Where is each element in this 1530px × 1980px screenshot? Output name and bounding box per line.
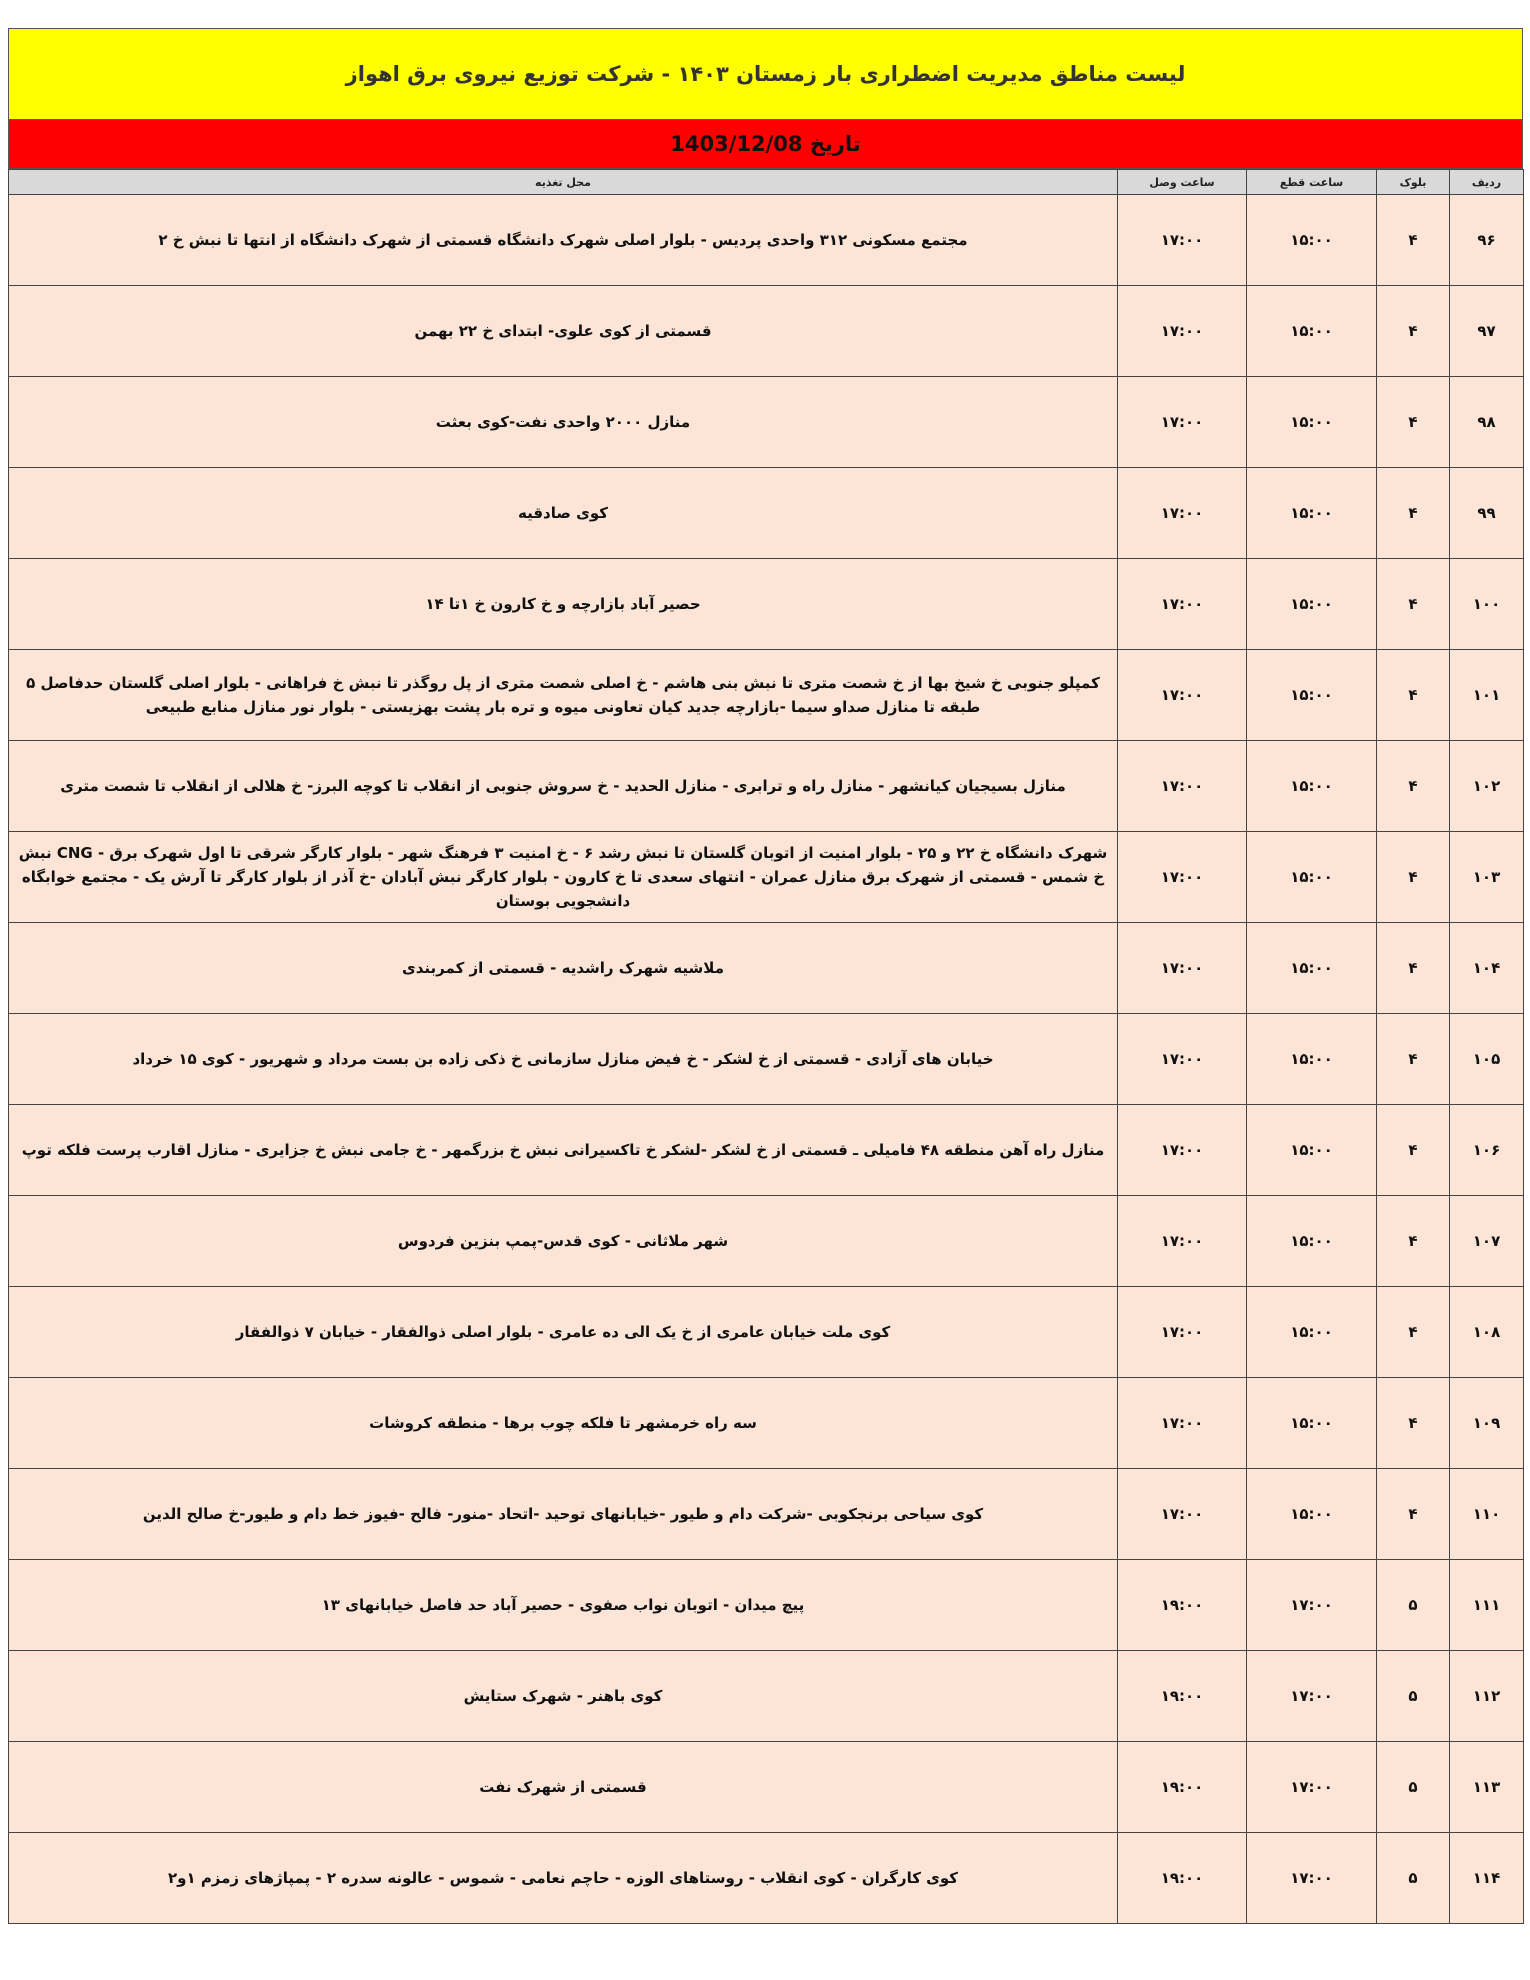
connect-time-cell: ۱۷:۰۰ [1118, 1196, 1247, 1287]
location-cell: قسمتی از شهرک نفت [9, 1742, 1118, 1833]
block-cell: ۴ [1377, 832, 1450, 923]
location-cell: کوی سیاحی برنجکوبی -شرکت دام و طیور -خیابانهای توحید -اتحاد -منور- فالح -فیوز خط دام و طیور-خ صالح الدین [9, 1469, 1118, 1560]
block-cell: ۵ [1377, 1560, 1450, 1651]
connect-time-cell: ۱۷:۰۰ [1118, 286, 1247, 377]
table-row [9, 1287, 1524, 1378]
cut-time-cell: ۱۵:۰۰ [1247, 650, 1377, 741]
block-cell: ۵ [1377, 1651, 1450, 1742]
location-cell: سه راه خرمشهر تا فلکه چوب برها - منطقه کروشات [9, 1378, 1118, 1469]
table-row [9, 741, 1524, 832]
block-cell: ۴ [1377, 1378, 1450, 1469]
row-number-cell: ۱۰۷ [1450, 1196, 1524, 1287]
block-cell: ۴ [1377, 559, 1450, 650]
row-number-cell: ۱۱۰ [1450, 1469, 1524, 1560]
connect-time-cell: ۱۷:۰۰ [1118, 650, 1247, 741]
connect-time-cell: ۱۷:۰۰ [1118, 559, 1247, 650]
location-cell: منازل بسیجیان کیانشهر - منازل راه و ترابری - منازل الحدید - خ سروش جنوبی از انقلاب تا کوچه البرز- خ هلالی از انقلاب تا شصت متری [9, 741, 1118, 832]
sheet-date: تاریخ 1403/12/08 [8, 120, 1523, 169]
connect-time-cell: ۱۷:۰۰ [1118, 1469, 1247, 1560]
block-cell: ۴ [1377, 195, 1450, 286]
cut-time-cell: ۱۵:۰۰ [1247, 1469, 1377, 1560]
row-number-cell: ۱۰۸ [1450, 1287, 1524, 1378]
table-row [9, 832, 1524, 923]
block-cell: ۴ [1377, 1196, 1450, 1287]
cut-time-cell: ۱۵:۰۰ [1247, 1196, 1377, 1287]
cut-time-cell: ۱۵:۰۰ [1247, 1287, 1377, 1378]
location-cell: کوی کارگران - کوی انقلاب - روستاهای الوزه - حاچم نعامی - شموس - عالونه سدره ۲ - پمپاژهای زمزم ۱و۲ [9, 1833, 1118, 1924]
table-row [9, 1742, 1524, 1833]
location-cell: کوی صادقیه [9, 468, 1118, 559]
block-cell: ۴ [1377, 1469, 1450, 1560]
block-cell: ۴ [1377, 1287, 1450, 1378]
row-number-cell: ۱۱۳ [1450, 1742, 1524, 1833]
row-number-cell: ۱۰۵ [1450, 1014, 1524, 1105]
row-number-cell: ۱۱۱ [1450, 1560, 1524, 1651]
block-cell: ۴ [1377, 468, 1450, 559]
connect-time-cell: ۱۷:۰۰ [1118, 1014, 1247, 1105]
cut-time-cell: ۱۷:۰۰ [1247, 1833, 1377, 1924]
table-row [9, 1651, 1524, 1742]
block-cell: ۴ [1377, 741, 1450, 832]
cut-time-cell: ۱۷:۰۰ [1247, 1651, 1377, 1742]
column-header-cut-time: ساعت قطع [1247, 170, 1377, 195]
table-row [9, 1560, 1524, 1651]
row-number-cell: ۱۰۰ [1450, 559, 1524, 650]
cut-time-cell: ۱۵:۰۰ [1247, 1105, 1377, 1196]
connect-time-cell: ۱۷:۰۰ [1118, 832, 1247, 923]
location-cell: قسمتی از کوی علوی- ابتدای خ ۲۲ بهمن [9, 286, 1118, 377]
row-number-cell: ۱۰۹ [1450, 1378, 1524, 1469]
block-cell: ۴ [1377, 650, 1450, 741]
cut-time-cell: ۱۷:۰۰ [1247, 1742, 1377, 1833]
location-cell: خیابان های آزادی - قسمتی از خ لشکر - خ فیض منازل سازمانی خ ذکی زاده بن بست مرداد و شهریور - کوی ۱۵ خرداد [9, 1014, 1118, 1105]
cut-time-cell: ۱۵:۰۰ [1247, 741, 1377, 832]
column-header-connect-time: ساعت وصل [1118, 170, 1247, 195]
connect-time-cell: ۱۷:۰۰ [1118, 1105, 1247, 1196]
block-cell: ۴ [1377, 377, 1450, 468]
cut-time-cell: ۱۵:۰۰ [1247, 923, 1377, 1014]
block-cell: ۴ [1377, 286, 1450, 377]
column-header-row-number: ردیف [1450, 170, 1524, 195]
row-number-cell: ۱۰۶ [1450, 1105, 1524, 1196]
connect-time-cell: ۱۷:۰۰ [1118, 468, 1247, 559]
table-row [9, 1378, 1524, 1469]
connect-time-cell: ۱۹:۰۰ [1118, 1651, 1247, 1742]
connect-time-cell: ۱۷:۰۰ [1118, 195, 1247, 286]
cut-time-cell: ۱۷:۰۰ [1247, 1560, 1377, 1651]
row-number-cell: ۹۶ [1450, 195, 1524, 286]
connect-time-cell: ۱۹:۰۰ [1118, 1742, 1247, 1833]
row-number-cell: ۱۰۴ [1450, 923, 1524, 1014]
block-cell: ۴ [1377, 1105, 1450, 1196]
location-cell: حصیر آباد بازارچه و خ کارون خ ۱تا ۱۴ [9, 559, 1118, 650]
cut-time-cell: ۱۵:۰۰ [1247, 468, 1377, 559]
connect-time-cell: ۱۹:۰۰ [1118, 1560, 1247, 1651]
table-row [9, 1833, 1524, 1924]
connect-time-cell: ۱۷:۰۰ [1118, 377, 1247, 468]
row-number-cell: ۹۸ [1450, 377, 1524, 468]
column-header-block: بلوک [1377, 170, 1450, 195]
row-number-cell: ۱۱۲ [1450, 1651, 1524, 1742]
outage-table [8, 169, 1524, 1924]
row-number-cell: ۱۰۱ [1450, 650, 1524, 741]
cut-time-cell: ۱۵:۰۰ [1247, 286, 1377, 377]
block-cell: ۵ [1377, 1742, 1450, 1833]
table-row [9, 377, 1524, 468]
cut-time-cell: ۱۵:۰۰ [1247, 1014, 1377, 1105]
power-outage-sheet [8, 28, 1523, 1924]
connect-time-cell: ۱۷:۰۰ [1118, 1378, 1247, 1469]
row-number-cell: ۱۰۳ [1450, 832, 1524, 923]
table-row [9, 468, 1524, 559]
location-cell: مجتمع مسکونی ۳۱۲ واحدی پردیس - بلوار اصلی شهرک دانشگاه قسمتی از شهرک دانشگاه از انتها تا نبش خ ۲ [9, 195, 1118, 286]
connect-time-cell: ۱۹:۰۰ [1118, 1833, 1247, 1924]
block-cell: ۵ [1377, 1833, 1450, 1924]
table-row [9, 286, 1524, 377]
table-row [9, 1469, 1524, 1560]
location-cell: پیچ میدان - اتوبان نواب صفوی - حصیر آباد حد فاصل خیابانهای ۱۳ [9, 1560, 1118, 1651]
connect-time-cell: ۱۷:۰۰ [1118, 923, 1247, 1014]
location-cell: کوی ملت خیابان عامری از خ یک الی ده عامری - بلوار اصلی ذوالفقار - خیابان ۷ ذوالفقار [9, 1287, 1118, 1378]
row-number-cell: ۱۱۴ [1450, 1833, 1524, 1924]
table-row [9, 195, 1524, 286]
location-cell: کمپلو جنوبی خ شیخ بها از خ شصت متری تا نبش بنی هاشم - خ اصلی شصت متری از پل روگذر تا نبش خ فراهانی - بلوار اصلی گلستان حدفاصل ۵ طبقه تا منازل صداو سیما -بازارچه جدید کیان تعاونی میوه و تره بار پشت بهزیستی - بلوار نور منازل منابع طبیعی [9, 650, 1118, 741]
table-row [9, 1105, 1524, 1196]
cut-time-cell: ۱۵:۰۰ [1247, 1378, 1377, 1469]
table-row [9, 1196, 1524, 1287]
cut-time-cell: ۱۵:۰۰ [1247, 377, 1377, 468]
column-header-location: محل تغذیه [9, 170, 1118, 195]
sheet-title: لیست مناطق مدیریت اضطراری بار زمستان ۱۴۰۳ - شرکت توزیع نیروی برق اهواز [8, 28, 1523, 120]
location-cell: شهر ملاثانی - کوی قدس-پمپ بنزین فردوس [9, 1196, 1118, 1287]
table-row [9, 1014, 1524, 1105]
cut-time-cell: ۱۵:۰۰ [1247, 195, 1377, 286]
table-row [9, 650, 1524, 741]
location-cell: منازل ۲۰۰۰ واحدی نفت-کوی بعثت [9, 377, 1118, 468]
table-row [9, 559, 1524, 650]
connect-time-cell: ۱۷:۰۰ [1118, 741, 1247, 832]
cut-time-cell: ۱۵:۰۰ [1247, 559, 1377, 650]
table-header-row [9, 170, 1524, 195]
row-number-cell: ۹۷ [1450, 286, 1524, 377]
row-number-cell: ۹۹ [1450, 468, 1524, 559]
location-cell: ملاشیه شهرک راشدیه - قسمتی از کمربندی [9, 923, 1118, 1014]
location-cell: کوی باهنر - شهرک ستایش [9, 1651, 1118, 1742]
row-number-cell: ۱۰۲ [1450, 741, 1524, 832]
table-row [9, 923, 1524, 1014]
block-cell: ۴ [1377, 923, 1450, 1014]
location-cell: منازل راه آهن منطقه ۴۸ فامیلی ـ قسمتی از خ لشکر -لشکر خ تاکسیرانی نبش خ بزرگمهر - خ جامی نبش خ جزایری - منازل اقارب پرست فلکه توپ [9, 1105, 1118, 1196]
block-cell: ۴ [1377, 1014, 1450, 1105]
connect-time-cell: ۱۷:۰۰ [1118, 1287, 1247, 1378]
location-cell: شهرک دانشگاه خ ۲۲ و ۲۵ - بلوار امنیت از اتوبان گلستان تا نبش رشد ۶ - خ امنیت ۳ فرهنگ شهر - بلوار کارگر شرقی تا اول شهرک برق - CNG نبش خ شمس - قسمتی از شهرک برق منازل عمران - انتهای سعدی تا خ کارون - بلوار کارگر نبش آبادان -خ آذر از بلوار کارگر تا آرش یک - مجتمع خوابگاه دانشجویی بوستان [9, 832, 1118, 923]
cut-time-cell: ۱۵:۰۰ [1247, 832, 1377, 923]
